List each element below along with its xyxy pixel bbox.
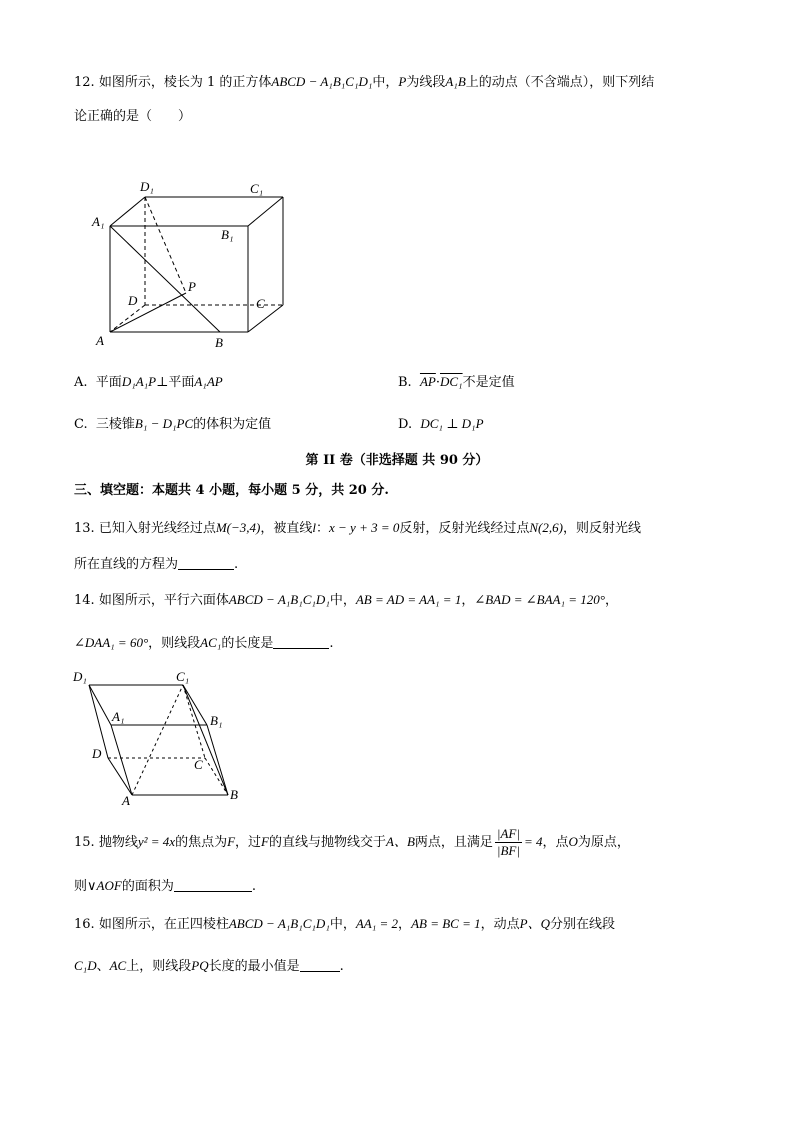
q15-line2a: 则 xyxy=(74,879,88,894)
q14-text1: 如图所示，平行六面体 xyxy=(98,593,229,608)
q14-label-d1: D₁ xyxy=(73,669,87,684)
q16-ab-bc: AB = BC = 1 xyxy=(411,916,481,931)
q15-text7: 为原点， xyxy=(577,835,630,850)
q15-origin: O xyxy=(568,834,578,849)
option-b-dot: · xyxy=(435,375,440,390)
option-c-key: C. xyxy=(74,417,88,432)
q15-text6: ，点 xyxy=(542,835,569,850)
q12-label-c1: C₁ xyxy=(250,181,264,196)
q15-text1: 抛物线 xyxy=(98,835,138,850)
q14-label-b: B xyxy=(230,787,238,802)
q15-frac-num: |AF| xyxy=(496,826,520,841)
q12-option-c xyxy=(74,414,271,435)
q16-segment-c1d: C₁D xyxy=(74,958,97,973)
q12-stem-a: 如图所示，棱长为 1 的正方体 xyxy=(98,75,272,90)
q12-stem-d: 上的动点（不含端点），则下列结 xyxy=(465,75,655,90)
q12-option-a xyxy=(74,372,223,393)
q12-stem-c: 为线段 xyxy=(406,75,446,90)
q16-aa1: AA₁ = 2 xyxy=(355,916,399,931)
q13-text5: ，则反射光线 xyxy=(562,521,641,536)
q14-number: 14. xyxy=(74,593,95,608)
q16-segment-pq: PQ xyxy=(191,958,209,973)
option-b-key: B. xyxy=(398,375,412,390)
q12-label-d: D xyxy=(128,293,138,308)
q16-text5: 分别在线段 xyxy=(549,917,615,932)
q13-text1: 已知入射光线经过点 xyxy=(98,521,216,536)
q13-point-m: M(−3,4) xyxy=(215,520,261,535)
q13-text4: 反射，反射光线经过点 xyxy=(399,521,530,536)
q12-label-p: P xyxy=(188,279,196,294)
q12-stem-b: 中， xyxy=(372,75,399,90)
q15-fraction xyxy=(495,826,522,859)
q14-text5: ，则线段 xyxy=(148,636,201,651)
q12-label-b: B xyxy=(215,335,223,350)
option-a-math2: A₁AP xyxy=(194,374,223,389)
q12-line1 xyxy=(74,72,654,93)
q15-end: . xyxy=(251,879,256,894)
q13-end: . xyxy=(234,557,239,572)
q16-text8: 长度的最小值是 xyxy=(208,959,300,974)
q14-label-a1: A₁ xyxy=(112,709,125,724)
option-d-math1: DC₁ ⊥ D₁P xyxy=(420,416,484,431)
q12-stem-line2: 论正确的是（ ） xyxy=(74,109,192,124)
q16-text2: 中， xyxy=(329,917,356,932)
option-a-math1: D₁A₁P xyxy=(121,374,157,389)
q14-text4: ， xyxy=(605,593,619,608)
q12-label-c: C xyxy=(256,296,265,311)
q14-text6: 的长度是 xyxy=(221,636,274,651)
option-d-key: D. xyxy=(398,417,413,432)
q15-answer-blank[interactable] xyxy=(174,877,252,892)
q16-text4: ，动点 xyxy=(480,917,520,932)
q15-points-ab: A、B xyxy=(386,834,415,849)
q12-line2 xyxy=(74,107,191,127)
q14-angle-daa1: ∠DAA₁ = 60° xyxy=(74,635,149,650)
q14-text3: ， xyxy=(461,593,475,608)
q13-line2 xyxy=(74,555,238,575)
q15-line2b: 的面积为 xyxy=(121,879,174,894)
q15-frac-den: |BF| xyxy=(496,843,520,858)
q16-text6: 、 xyxy=(96,959,110,974)
q16-end: . xyxy=(339,959,344,974)
q15-number: 15. xyxy=(74,835,95,850)
q12-label-d1: D₁ xyxy=(140,179,154,194)
q13-line-eq: x − y + 3 = 0 xyxy=(329,520,400,535)
q16-prism-name: ABCD − A₁B₁C₁D₁ xyxy=(228,916,330,931)
option-b-text2: 不是定值 xyxy=(462,375,515,390)
q13-line2-text: 所在直线的方程为 xyxy=(74,557,179,572)
q15-text2: 的焦点为 xyxy=(175,835,228,850)
q12-option-d xyxy=(398,414,484,435)
q16-segment-ac: AC xyxy=(109,958,127,973)
option-c-text1: 三棱锥 xyxy=(95,417,135,432)
q13-text2: ，被直线 xyxy=(260,521,313,536)
q14-label-c1: C₁ xyxy=(176,669,190,684)
q12-label-a1: A₁ xyxy=(92,214,105,229)
q14-label-b1: B₁ xyxy=(210,713,223,728)
q12-cube-name: ABCD − A₁B₁C₁D₁ xyxy=(271,74,373,89)
q13-text3: ： xyxy=(316,521,330,536)
q15-eq4: = 4 xyxy=(523,834,543,849)
q12-label-b1: B₁ xyxy=(221,227,234,242)
q15-parabola: y² = 4x xyxy=(137,834,176,849)
q16-text1: 如图所示，在正四棱柱 xyxy=(98,917,229,932)
q12-label-a: A xyxy=(96,333,104,348)
q13-number: 13. xyxy=(74,521,95,536)
option-a-key: A. xyxy=(74,375,88,390)
q14-parallelepiped-figure xyxy=(70,665,250,810)
q13-point-n: N(2,6) xyxy=(529,520,563,535)
q15-text5: 两点，且满足 xyxy=(414,835,493,850)
q15-line1 xyxy=(74,826,630,859)
q14-segment-ac1: AC₁ xyxy=(200,635,222,650)
q14-label-c: C xyxy=(194,757,203,772)
option-b-math1: $\overline{AP}$ xyxy=(419,374,436,389)
q15-triangle: ∨AOF xyxy=(87,878,122,893)
q14-end: . xyxy=(329,636,334,651)
q12-point-p: P xyxy=(398,74,407,89)
q16-text7: 上，则线段 xyxy=(126,959,192,974)
q12-segment: A₁B xyxy=(445,74,466,89)
q13-line-l: l xyxy=(312,520,316,535)
option-b-math2: DC₁ xyxy=(439,374,463,389)
q13-line1 xyxy=(74,518,641,539)
option-a-text1: 平面 xyxy=(95,375,122,390)
q16-points-pq: P、Q xyxy=(519,916,550,931)
q14-text2: 中， xyxy=(329,593,356,608)
q12-option-b xyxy=(398,372,515,393)
q14-solid-name: ABCD − A₁B₁C₁D₁ xyxy=(228,592,330,607)
q12-number: 12. xyxy=(74,75,95,90)
q16-answer-blank[interactable] xyxy=(300,957,340,972)
q13-answer-blank[interactable] xyxy=(178,555,234,570)
q16-number: 16. xyxy=(74,917,95,932)
option-c-math1: B₁ − D₁PC xyxy=(134,416,194,431)
part3-heading: 三、填空题：本题共 4 小题，每小题 5 分，共 20 分. xyxy=(74,483,389,498)
q12-cube-figure xyxy=(88,175,288,355)
q14-line1 xyxy=(74,590,618,611)
q15-focus: F xyxy=(227,834,236,849)
q15-text3: ，过 xyxy=(235,835,262,850)
q16-text3: ， xyxy=(398,917,412,932)
q15-text4: 的直线与抛物线交于 xyxy=(269,835,387,850)
option-a-text2: ⊥平面 xyxy=(156,375,195,390)
q14-answer-blank[interactable] xyxy=(273,634,329,649)
q14-label-a: A xyxy=(122,793,130,808)
q14-line2 xyxy=(74,633,333,654)
q14-angles: ∠BAD = ∠BAA₁ = 120° xyxy=(474,592,605,607)
q15-focus-2: F xyxy=(261,834,269,849)
section-title: 第 II 卷（非选择题 共 90 分） xyxy=(305,453,489,468)
q15-line2 xyxy=(74,876,256,897)
q14-label-d: D xyxy=(92,746,102,761)
q16-line2 xyxy=(74,956,344,977)
q16-line1 xyxy=(74,914,615,935)
q14-edges: AB = AD = AA₁ = 1 xyxy=(355,592,462,607)
option-c-text2: 的体积为定值 xyxy=(193,417,272,432)
